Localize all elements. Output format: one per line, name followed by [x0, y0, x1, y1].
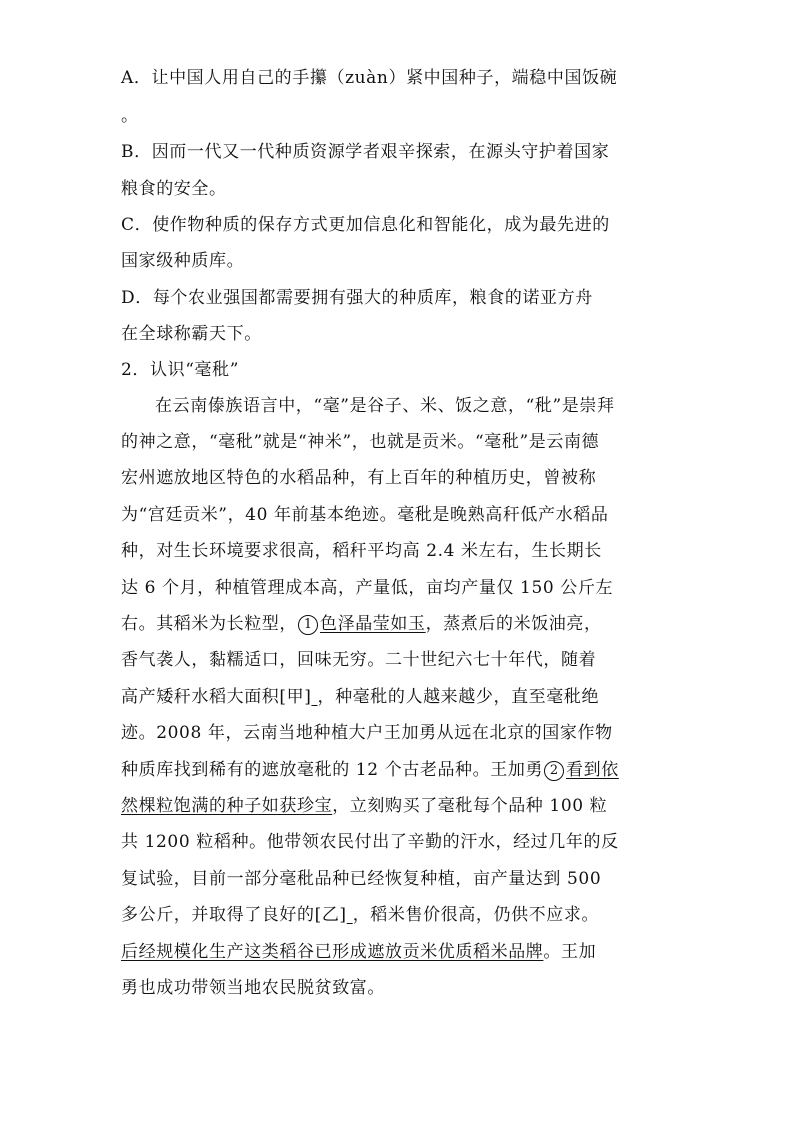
passage-line: 在云南傣族语言中，“毫”是谷子、米、饭之意，“秕”是崇拜 [155, 396, 615, 416]
passage-line [121, 685, 681, 709]
text-segment: 右。其稻米为长粒型， [121, 614, 297, 634]
option-d-line-1: D．每个农业强国都需要拥有强大的种质库，粮食的诺亚方舟 [121, 288, 593, 308]
passage-line: 为“宫廷贡米”，40 年前基本绝迹。毫秕是晚熟高秆低产水稻品 [121, 505, 609, 525]
underlined-phrase-2: 看到依 [566, 760, 619, 780]
underlined-phrase-2-cont: 然棵粒饱满的种子如获珍宝 [121, 796, 333, 816]
passage-line [121, 612, 681, 636]
section-heading: 2．认识“毫秕” [121, 360, 239, 380]
passage-line [121, 794, 681, 818]
passage-line [121, 940, 681, 964]
passage-line: 种，对生长环境要求很高，稻秆平均高 2.4 米左右，生长期长 [121, 541, 602, 561]
text-segment: ，种毫秕的人越来越少，直至毫秕绝 [317, 687, 600, 707]
passage-line: 迹。2008 年，云南当地种植大户王加勇从远在北京的国家作物 [121, 723, 613, 743]
passage-line: 达 6 个月，种植管理成本高，产量低，亩均产量仅 150 公斤左 [121, 578, 614, 598]
passage-line: 的神之意，“毫秕”就是“神米”，也就是贡米。“毫秕”是云南德 [121, 432, 600, 452]
option-b-line-2: 粮食的安全。 [121, 179, 227, 199]
underlined-phrase-1: 色泽晶莹如玉 [320, 614, 426, 634]
option-a-line-2: 。 [121, 106, 139, 126]
option-c-line-1: C．使作物种质的保存方式更加信息化和智能化，成为最先进的 [121, 215, 610, 235]
passage-line: 共 1200 粒稻种。他带领农民付出了辛勤的汗水，经过几年的反 [121, 832, 619, 852]
text-segment: ，蒸煮后的米饭油亮， [425, 614, 602, 634]
option-d-line-2: 在全球称霸天下。 [121, 324, 262, 344]
text-segment: ，立刻购买了毫秕每个品种 100 粒 [332, 796, 608, 816]
text-segment: 多公斤，并取得了良好的[乙] [121, 905, 347, 925]
option-b-line-1: B．因而一代又一代种质资源学者艰辛探索，在源头守护着国家 [121, 142, 610, 162]
passage-line: 香气袭人，黏糯适口，回味无穷。二十世纪六七十年代，随着 [121, 650, 597, 670]
option-c-line-2: 国家级种质库。 [121, 251, 245, 271]
passage-line: 复试验，目前一部分毫秕品种已经恢复种植，亩产量达到 500 [121, 869, 602, 889]
circled-marker-1: 1 [298, 615, 318, 635]
underlined-sentence-3: 后经规模化生产这类稻谷已形成遮放贡米优质稻米品牌 [121, 942, 544, 962]
circled-marker-2: 2 [544, 761, 564, 781]
passage-line: 宏州遮放地区特色的水稻品种，有上百年的种植历史，曾被称 [121, 468, 597, 488]
passage-line [121, 903, 681, 927]
text-segment: ，稻米售价很高，仍供不应求。 [352, 905, 600, 925]
passage-line: 勇也成功带领当地农民脱贫致富。 [121, 978, 385, 998]
text-segment: 高产矮秆水稻大面积[甲] [121, 687, 312, 707]
text-segment: 种质库找到稀有的遮放毫秕的 12 个古老品种。王加勇 [121, 760, 544, 780]
passage-line [121, 758, 681, 782]
text-segment: 。王加 [543, 942, 597, 962]
option-a-line-1: A．让中国人用自己的手攥（zuàn）紧中国种子，端稳中国饭碗 [121, 68, 618, 88]
